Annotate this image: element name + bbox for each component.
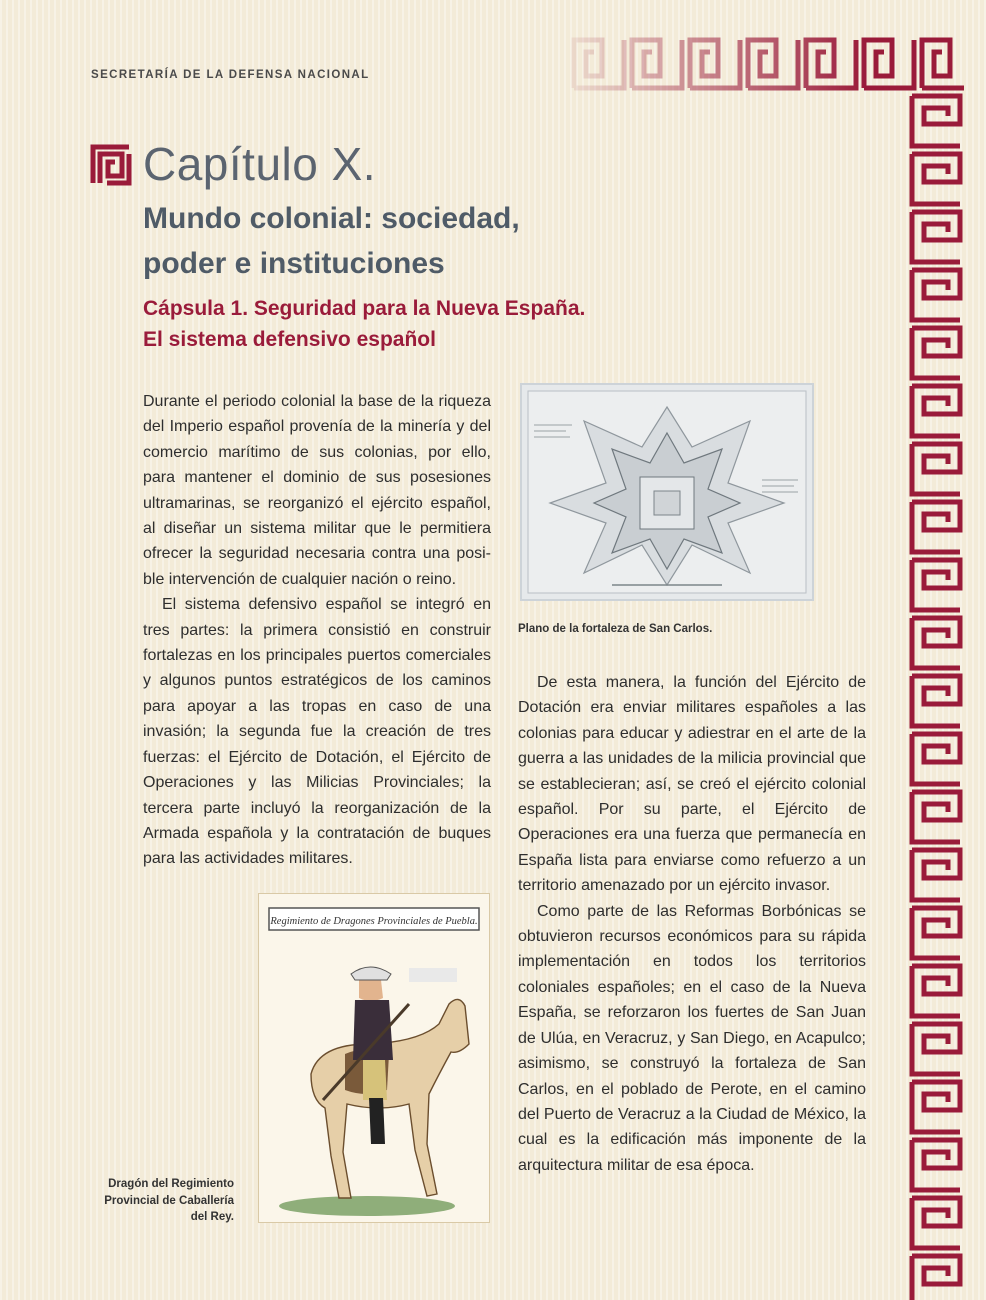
header-agency: SECRETARÍA DE LA DEFENSA NACIONAL [91, 69, 370, 81]
chapter-subtitle-line2: poder e instituciones [143, 247, 445, 280]
capsule-title [143, 293, 663, 355]
paragraph-4: Como parte de las Reformas Borbónicas se obtuvieron recursos económicos para su rápida implementación en todos los territorios coloniales españoles; en el caso de la Nueva España, se reforzaron los fuertes de San Juan de Ulúa, en Veracruz, y San Diego, en Acapulco; asimismo, se construyó la fortaleza de San Carlos, en el poblado de Perote, en el camino del Puerto de Veracruz a la Ciudad de México, la cual es la edificación más imponente de la arquitectura militar de esa época. [518, 902, 866, 1174]
chapter-subtitle-line1: Mundo colonial: sociedad, [143, 202, 520, 235]
chapter-title: Capítulo X. [143, 138, 377, 190]
greca-chapter-icon [90, 144, 132, 186]
chapter-subtitle [143, 196, 703, 286]
paragraph-2: El sistema defensivo español se integró en tres partes: la primera consistió en construir fortalezas en los principales puertos comerciales y algunos puntos estratégicos de los caminos para apoyar a las tropas en caso de una invasión; la segunda fue la creación de tres fuerzas: el Ejército de Dotación, el Ejército de Operaciones y las Milicias Provinciales; la tercera parte incluyó la reorganización de la Armada española y la contratación de buques para las actividades militares. [143, 596, 491, 868]
fortress-plan-drawing [522, 385, 812, 599]
body-column-right [518, 670, 866, 1178]
paragraph-3: De esta manera, la función del Ejército de Dotación era enviar militares españoles a las colonias para educar y adiestrar en el arte de la guerra a las unidades de la milicia provincial que se establecieran; así, se creó el ejército colonial español. Por su parte, el Ejército de Operaciones era una fuerza que permanecía en España lista para enviarse como refuerzo a un territorio amenazado por un ejército invasor. [518, 674, 866, 895]
fortress-plan-image [520, 383, 814, 601]
dragoon-banner: Regimiento de Dragones Provinciales de Puebla. [270, 916, 478, 927]
dragoon-illustration [258, 893, 490, 1223]
fortress-plan-caption: Plano de la fortaleza de San Carlos. [518, 623, 713, 635]
greca-top-border [570, 36, 964, 92]
capsule-title-line1: Cápsula 1. Seguridad para la Nueva España. [143, 297, 586, 320]
paragraph-1: Durante el periodo colonial la base de la riqueza del Imperio español provenía de la minería y del comercio marítimo de sus colonias, por ello, para mantener el dominio de sus posesiones ultramarinas, se reorganizó el ejército español, al diseñar un sistema militar que le permitiera ofrecer la seguridad necesaria contra una posible intervención de cualquier nación o reino. [143, 393, 491, 588]
dragoon-caption: Dragón del Regimiento Provincial de Caballería del Rey. [104, 1178, 234, 1223]
body-column-left [143, 389, 491, 872]
dragoon-drawing [259, 894, 489, 1222]
greca-side-border [908, 92, 964, 1300]
capsule-title-line2: El sistema defensivo español [143, 328, 436, 351]
